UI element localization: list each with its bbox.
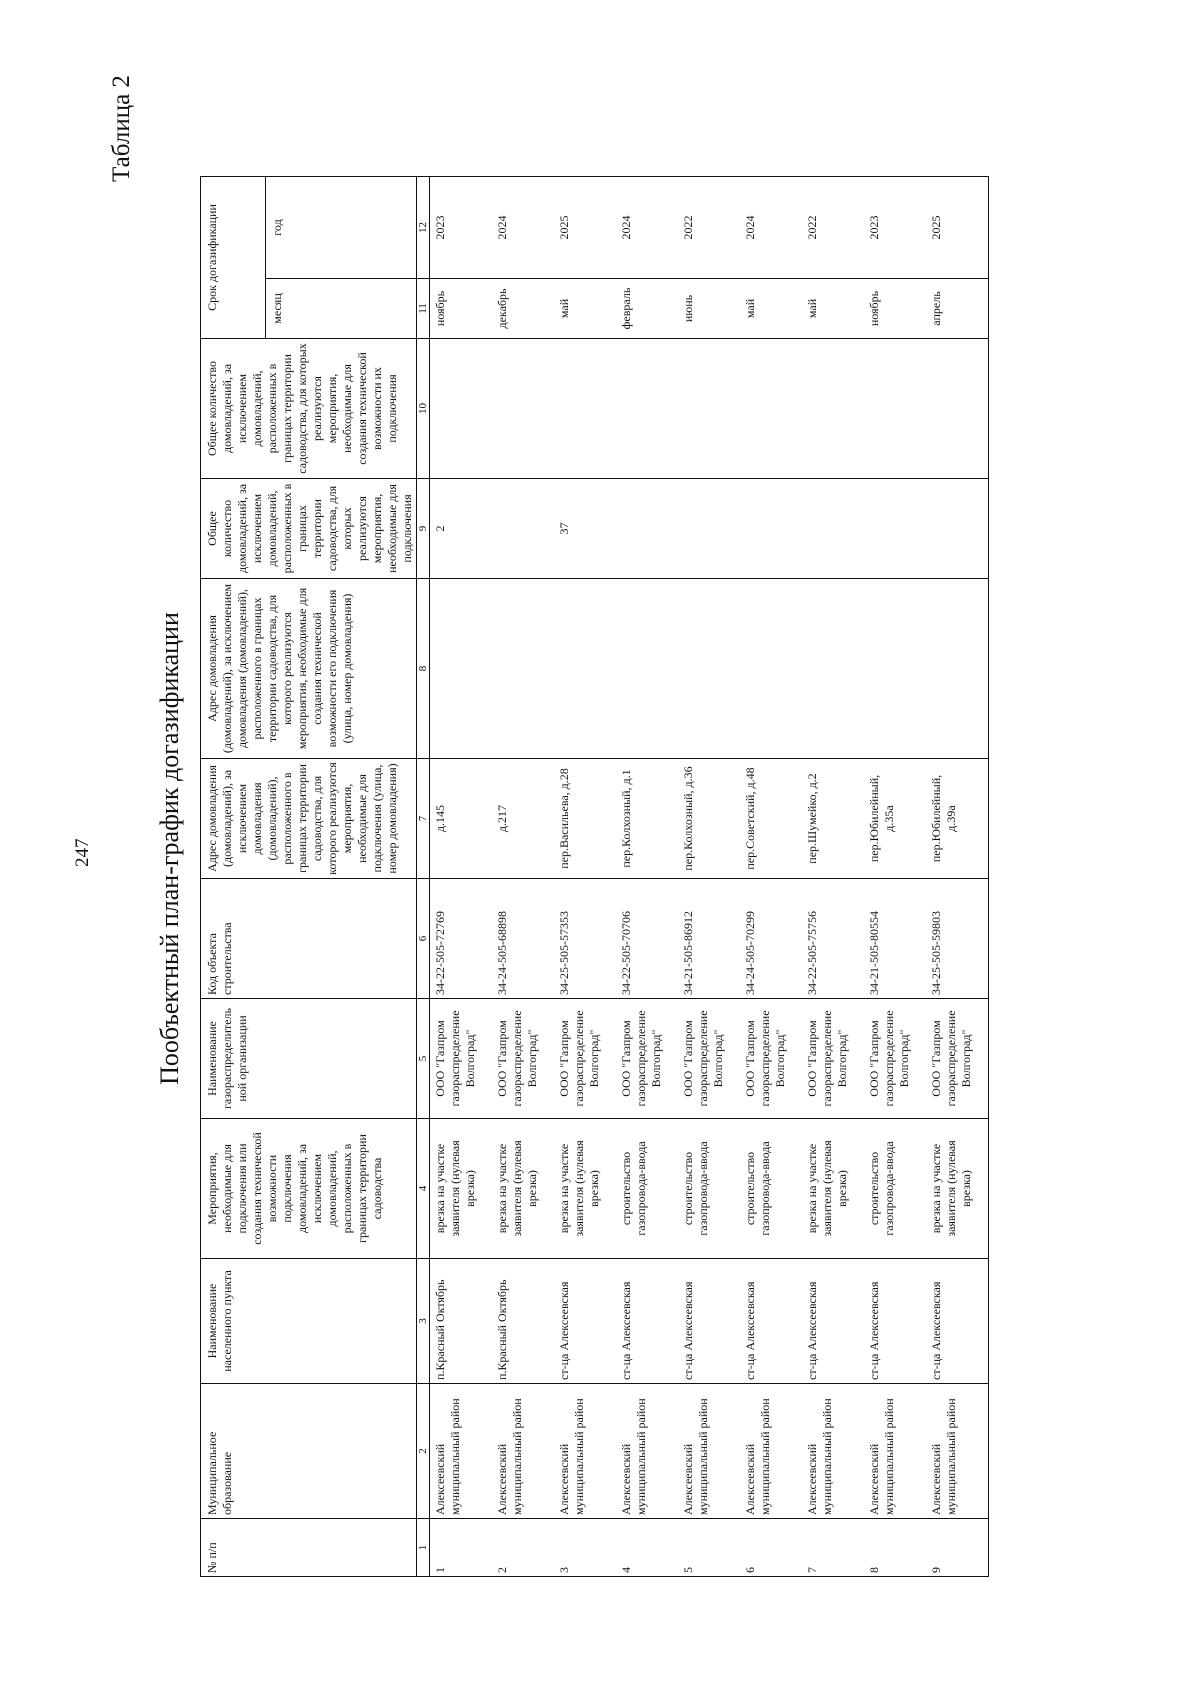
municipality-cell: Алексеевский муниципальный район: [802, 1384, 864, 1519]
month-cell: май: [802, 279, 864, 339]
count-capability-cell: [740, 339, 802, 479]
year-cell: 2022: [802, 177, 864, 279]
count-connection-cell: 2: [430, 479, 493, 579]
count-connection-cell: [678, 479, 740, 579]
count-capability-cell: [616, 339, 678, 479]
row-number: 7: [802, 1519, 864, 1577]
column-number: 7: [417, 759, 430, 879]
measure-cell: врезка на участке заявителя (нулевая врезка): [802, 1119, 864, 1259]
column-number: 11: [417, 279, 430, 339]
column-number: 10: [417, 339, 430, 479]
header-object-code: Код объекта строительства: [201, 879, 417, 999]
row-number: 4: [616, 1519, 678, 1577]
count-capability-cell: [678, 339, 740, 479]
count-connection-cell: [864, 479, 926, 579]
address-capability-cell: [802, 579, 864, 759]
organization-cell: ООО "Газпром газораспределение Волгоград": [430, 999, 493, 1119]
settlement-cell: ст-ца Алексеевская: [554, 1259, 616, 1384]
column-number: 12: [417, 177, 430, 279]
table-label: Таблица 2: [108, 75, 135, 182]
settlement-cell: ст-ца Алексеевская: [616, 1259, 678, 1384]
month-cell: ноябрь: [430, 279, 493, 339]
column-number: 6: [417, 879, 430, 999]
month-cell: апрель: [926, 279, 989, 339]
column-number: 4: [417, 1119, 430, 1259]
year-cell: 2024: [492, 177, 554, 279]
year-cell: 2024: [740, 177, 802, 279]
header-count-connection: Общее количество домовладений, за исключением домовладений, расположенных в границах территории садоводства, для которых реализуются мероприятия, необходимые для подключения: [201, 479, 417, 579]
address-connection-cell: пер.Колхозный, д.36: [678, 759, 740, 879]
table-row: [430, 177, 493, 1577]
address-capability-cell: [616, 579, 678, 759]
settlement-cell: п.Красный Октябрь: [492, 1259, 554, 1384]
row-number: 5: [678, 1519, 740, 1577]
settlement-cell: ст-ца Алексеевская: [678, 1259, 740, 1384]
municipality-cell: Алексеевский муниципальный район: [678, 1384, 740, 1519]
count-capability-cell: [802, 339, 864, 479]
municipality-cell: Алексеевский муниципальный район: [864, 1384, 926, 1519]
municipality-cell: Алексеевский муниципальный район: [492, 1384, 554, 1519]
measure-cell: врезка на участке заявителя (нулевая врезка): [492, 1119, 554, 1259]
organization-cell: ООО "Газпром газораспределение Волгоград": [802, 999, 864, 1119]
header-number: № п/п: [201, 1519, 417, 1577]
year-cell: 2024: [616, 177, 678, 279]
year-cell: 2025: [926, 177, 989, 279]
measure-cell: строительство газопровода-ввода: [678, 1119, 740, 1259]
month-cell: ноябрь: [864, 279, 926, 339]
municipality-cell: Алексеевский муниципальный район: [554, 1384, 616, 1519]
object-code-cell: 34-21-505-86912: [678, 879, 740, 999]
header-organization: Наименование газораспределитель ной организации: [201, 999, 417, 1119]
settlement-cell: п.Красный Октябрь: [430, 1259, 493, 1384]
count-capability-cell: [492, 339, 554, 479]
year-cell: 2025: [554, 177, 616, 279]
municipality-cell: Алексеевский муниципальный район: [430, 1384, 493, 1519]
header-count-capability: Общее количество домовладений, за исключением домовладений, расположенных в границах территории садоводства, для которых реализуются мероприятия, необходимые для создания технической возможности их подключения: [201, 339, 417, 479]
count-capability-cell: [430, 339, 493, 479]
month-cell: июнь: [678, 279, 740, 339]
count-capability-cell: [554, 339, 616, 479]
row-number: 8: [864, 1519, 926, 1577]
organization-cell: ООО "Газпром газораспределение Волгоград": [926, 999, 989, 1119]
measure-cell: строительство газопровода-ввода: [864, 1119, 926, 1259]
header-settlement: Наименование населенного пункта: [201, 1259, 417, 1384]
header-month: месяц: [266, 279, 417, 339]
measure-cell: строительство газопровода-ввода: [616, 1119, 678, 1259]
address-connection-cell: пер.Васильева, д.28: [554, 759, 616, 879]
organization-cell: ООО "Газпром газораспределение Волгоград": [864, 999, 926, 1119]
measure-cell: строительство газопровода-ввода: [740, 1119, 802, 1259]
organization-cell: ООО "Газпром газораспределение Волгоград": [492, 999, 554, 1119]
header-measures: Мероприятия, необходимые для подключения или создания технической возможности подключения домовладений, за исключением домовладений, расположенных в границах территории садоводства: [201, 1119, 417, 1259]
count-connection-cell: [492, 479, 554, 579]
settlement-cell: ст-ца Алексеевская: [802, 1259, 864, 1384]
row-number: 9: [926, 1519, 989, 1577]
address-capability-cell: [554, 579, 616, 759]
address-connection-cell: д.217: [492, 759, 554, 879]
address-capability-cell: [492, 579, 554, 759]
year-cell: 2023: [430, 177, 493, 279]
organization-cell: ООО "Газпром газораспределение Волгоград": [678, 999, 740, 1119]
address-connection-cell: пер.Колхозный, д.1: [616, 759, 678, 879]
month-cell: февраль: [616, 279, 678, 339]
measure-cell: врезка на участке заявителя (нулевая врезка): [430, 1119, 493, 1259]
municipality-cell: Алексеевский муниципальный район: [926, 1384, 989, 1519]
column-number: 9: [417, 479, 430, 579]
column-number-row: [417, 177, 430, 1577]
organization-cell: ООО "Газпром газораспределение Волгоград": [554, 999, 616, 1119]
address-connection-cell: пер.Советский, д.48: [740, 759, 802, 879]
count-connection-cell: 37: [554, 479, 616, 579]
document-title: Пообъектный план-график догазификации: [155, 612, 184, 1085]
column-number: 5: [417, 999, 430, 1119]
column-number: 2: [417, 1384, 430, 1519]
header-address-connection: Адрес домовладения (домовладений), за исключением домовладения (домовладений), расположенного в границах территории садоводства, для которого реализуются мероприятия, необходимые для подключения (улица, номер домовладения): [201, 759, 417, 879]
table-row: [740, 177, 802, 1577]
measure-cell: врезка на участке заявителя (нулевая врезка): [554, 1119, 616, 1259]
row-number: 3: [554, 1519, 616, 1577]
table-row: [616, 177, 678, 1577]
table-row: [492, 177, 554, 1577]
address-connection-cell: пер.Шумейко, д.2: [802, 759, 864, 879]
row-number: 6: [740, 1519, 802, 1577]
row-number: 1: [430, 1519, 493, 1577]
table-row: [554, 177, 616, 1577]
address-capability-cell: [678, 579, 740, 759]
address-connection-cell: пер.Юбилейный, д.39а: [926, 759, 989, 879]
plan-table: [200, 176, 989, 1577]
header-municipality: Муниципальное образование: [201, 1384, 417, 1519]
municipality-cell: Алексеевский муниципальный район: [616, 1384, 678, 1519]
object-code-cell: 34-24-505-68898: [492, 879, 554, 999]
address-connection-cell: д.145: [430, 759, 493, 879]
count-connection-cell: [802, 479, 864, 579]
address-connection-cell: пер.Юбилейный, д.35а: [864, 759, 926, 879]
settlement-cell: ст-ца Алексеевская: [926, 1259, 989, 1384]
organization-cell: ООО "Газпром газораспределение Волгоград": [740, 999, 802, 1119]
object-code-cell: 34-24-505-70299: [740, 879, 802, 999]
column-number: 1: [417, 1519, 430, 1577]
column-number: 3: [417, 1259, 430, 1384]
month-cell: май: [554, 279, 616, 339]
row-number: 2: [492, 1519, 554, 1577]
organization-cell: ООО "Газпром газораспределение Волгоград": [616, 999, 678, 1119]
object-code-cell: 34-22-505-72769: [430, 879, 493, 999]
table-row: [678, 177, 740, 1577]
count-connection-cell: [740, 479, 802, 579]
page-number: 247: [72, 838, 93, 867]
header-address-capability: Адрес домовладения (домовладений), за исключением домовладения (домовладений), расположенного в границах территории садоводства, для которого реализуются мероприятия, необходимые для создания технической возможности его подключения (улица, номер домовладения): [201, 579, 417, 759]
object-code-cell: 34-25-505-57353: [554, 879, 616, 999]
year-cell: 2023: [864, 177, 926, 279]
settlement-cell: ст-ца Алексеевская: [864, 1259, 926, 1384]
municipality-cell: Алексеевский муниципальный район: [740, 1384, 802, 1519]
month-cell: декабрь: [492, 279, 554, 339]
object-code-cell: 34-22-505-75756: [802, 879, 864, 999]
settlement-cell: ст-ца Алексеевская: [740, 1259, 802, 1384]
year-cell: 2022: [678, 177, 740, 279]
month-cell: май: [740, 279, 802, 339]
object-code-cell: 34-25-505-59803: [926, 879, 989, 999]
count-connection-cell: [926, 479, 989, 579]
address-capability-cell: [740, 579, 802, 759]
count-capability-cell: [864, 339, 926, 479]
object-code-cell: 34-22-505-70706: [616, 879, 678, 999]
column-number: 8: [417, 579, 430, 759]
address-capability-cell: [926, 579, 989, 759]
address-capability-cell: [430, 579, 493, 759]
table-row: [802, 177, 864, 1577]
header-year: год: [266, 177, 417, 279]
measure-cell: врезка на участке заявителя (нулевая врезка): [926, 1119, 989, 1259]
table-row: [864, 177, 926, 1577]
count-connection-cell: [616, 479, 678, 579]
address-capability-cell: [864, 579, 926, 759]
object-code-cell: 34-21-505-80554: [864, 879, 926, 999]
header-row: [201, 177, 266, 1577]
count-capability-cell: [926, 339, 989, 479]
table-body: [430, 177, 989, 1577]
header-deadline: Срок догазификации: [201, 177, 266, 339]
table-row: [926, 177, 989, 1577]
